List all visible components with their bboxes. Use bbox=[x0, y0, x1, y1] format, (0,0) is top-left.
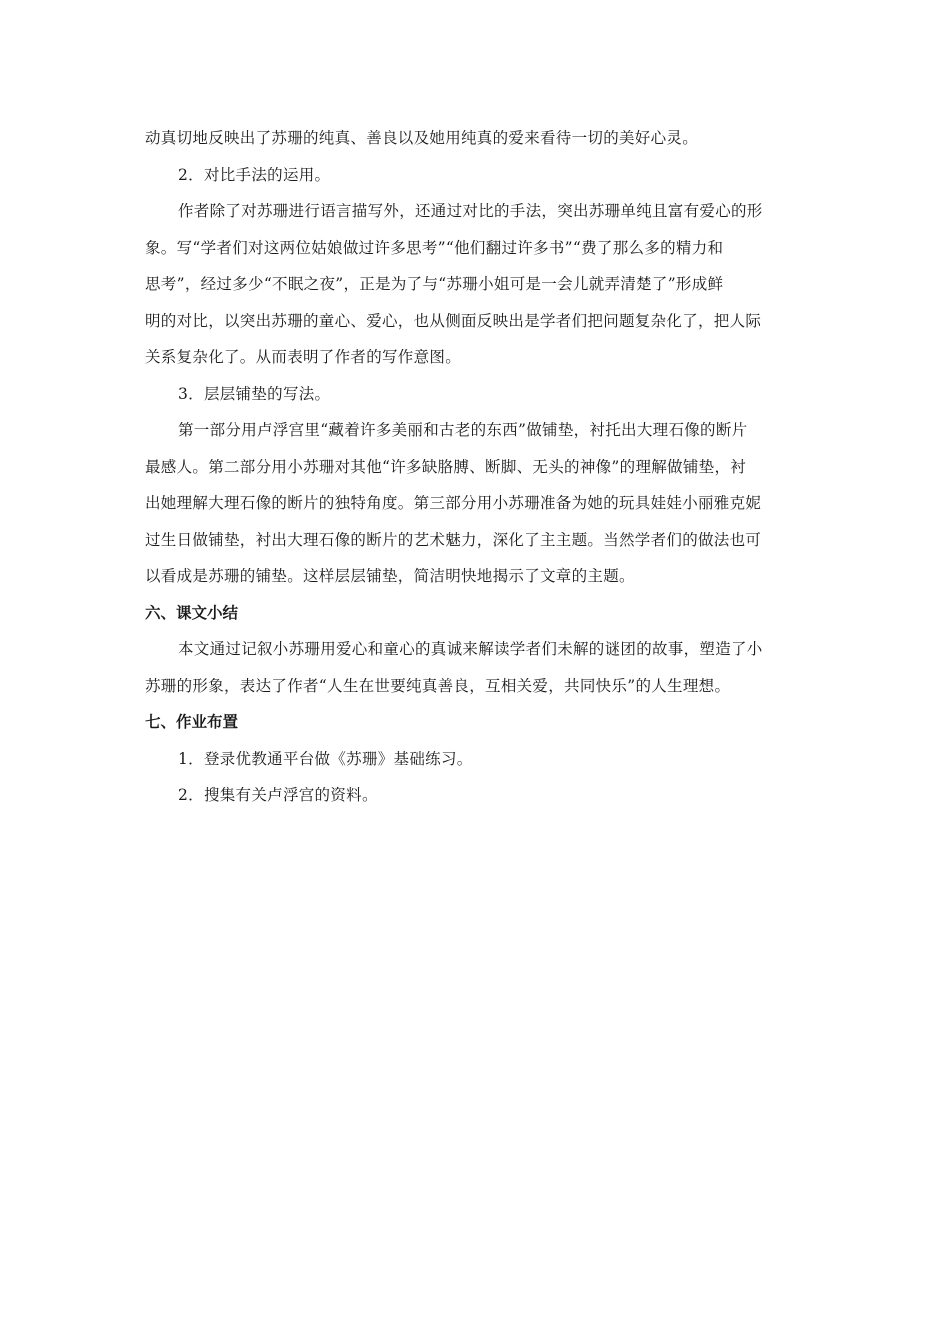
text-line: 第一部分用卢浮宫里“藏着许多美丽和古老的东西”做铺垫，衬托出大理石像的断片 bbox=[178, 421, 748, 439]
list-item: 1．登录优教通平台做《苏珊》基础练习。 bbox=[178, 749, 473, 768]
list-item-title: 2．对比手法的运用。 bbox=[178, 165, 331, 184]
text-line: 本文通过记叙小苏珊用爱心和童心的真诚来解读学者们未解的谜团的故事，塑造了小 bbox=[178, 640, 763, 658]
homework-list bbox=[145, 745, 810, 818]
text-line: 出她理解大理石像的断片的独特角度。第三部分用小苏珊准备为她的玩具娃娃小丽雅克妮 bbox=[145, 494, 762, 512]
paragraph-foreshadowing bbox=[145, 416, 810, 599]
text-line: 以看成是苏珊的铺垫。这样层层铺垫，简洁明快地揭示了文章的主题。 bbox=[145, 567, 635, 585]
text-line: 最感人。第二部分用小苏珊对其他“许多缺胳膊、断脚、无头的神像”的理解做铺垫，衬 bbox=[145, 457, 747, 476]
text-line: 过生日做铺垫，衬出大理石像的断片的艺术魅力，深化了主主题。当然学者们的做法也可 bbox=[145, 530, 762, 549]
text-line: 动真切地反映出了苏珊的纯真、善良以及她用纯真的爱来看待一切的美好心灵。 bbox=[145, 129, 699, 147]
text-line: 作者除了对苏珊进行语言描写外，还通过对比的手法，突出苏珊单纯且富有爱心的形 bbox=[178, 202, 763, 220]
text-line: 象。写“学者们对这两位姑娘做过许多思考”“他们翻过许多书”“费了那么多的精力和 bbox=[145, 238, 724, 257]
item-layered-foreshadowing bbox=[145, 380, 810, 417]
text-line: 苏珊的形象，表达了作者“人生在世要纯真善良，互相关爱，共同快乐”的人生理想。 bbox=[145, 676, 731, 695]
paragraph-summary bbox=[145, 635, 810, 708]
section-heading-homework: 七、作业布置 bbox=[145, 713, 239, 731]
text-line: 思考”，经过多少“不眠之夜”，正是为了与“苏珊小姐可是一会儿就弄清楚了”形成鲜 bbox=[145, 275, 724, 293]
text-line: 关系复杂化了。从而表明了作者的写作意图。 bbox=[145, 348, 462, 366]
text-line: 明的对比，以突出苏珊的童心、爱心，也从侧面反映出是学者们把问题复杂化了，把人际 bbox=[145, 311, 762, 330]
paragraph-intro-continued bbox=[145, 124, 810, 161]
paragraph-contrast bbox=[145, 197, 810, 380]
document-body bbox=[145, 124, 810, 818]
list-item: 2．搜集有关卢浮宫的资料。 bbox=[178, 786, 378, 804]
item-contrast-technique bbox=[145, 161, 810, 198]
section-heading-summary: 六、课文小结 bbox=[145, 603, 239, 622]
list-item-title: 3．层层铺垫的写法。 bbox=[178, 384, 331, 403]
